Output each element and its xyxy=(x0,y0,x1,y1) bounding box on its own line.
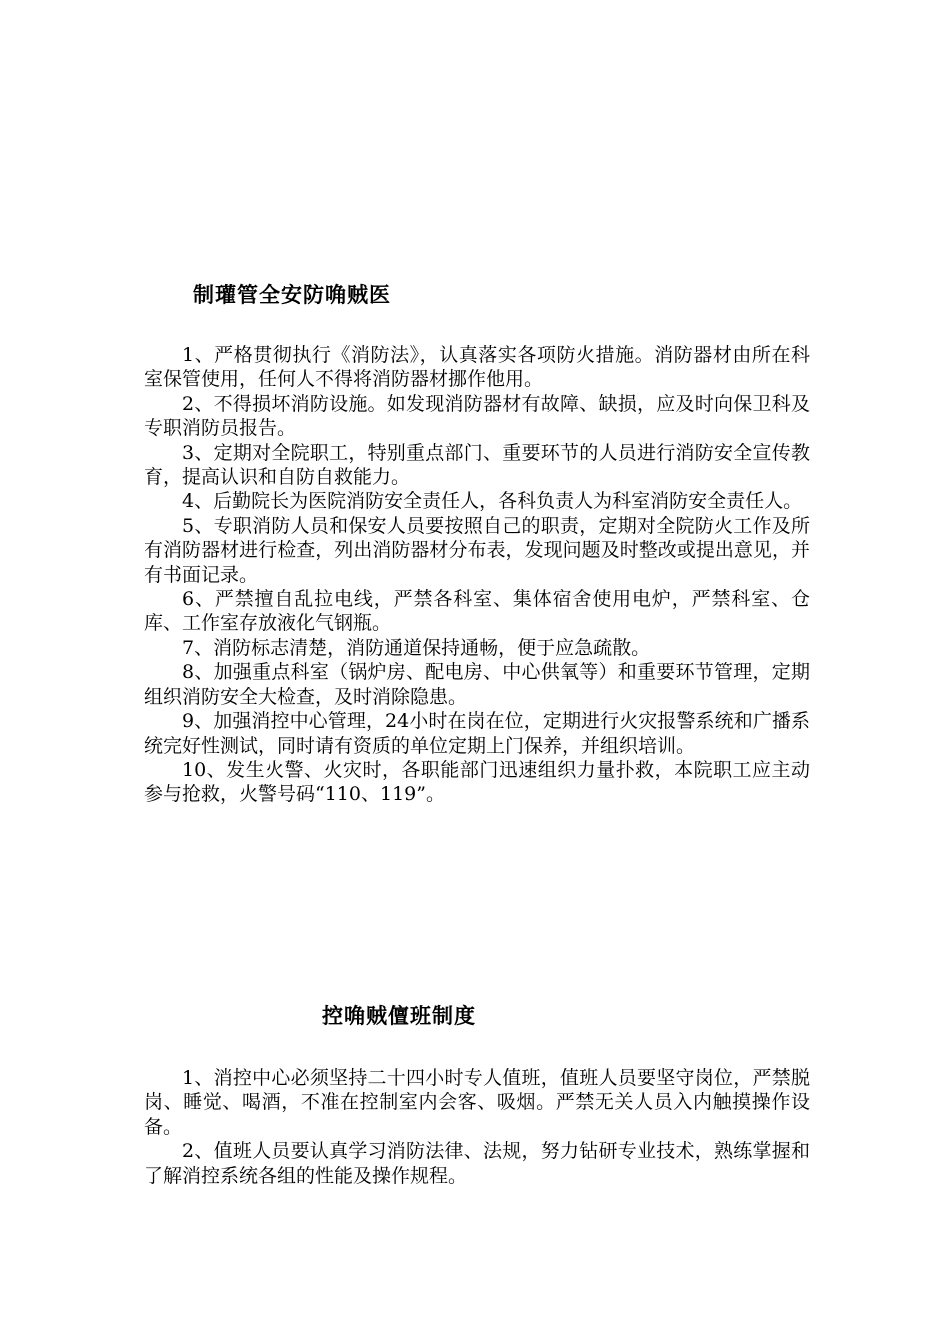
rule-paragraph-10: 10、发生火警、火灾时，各职能部门迅速组织力量扑救，本院职工应主动参与抢救，火警号码“110、119”。 xyxy=(144,758,810,806)
rule-paragraph-7: 7、消防标志清楚，消防通道保持通畅，便于应急疏散。 xyxy=(182,636,651,659)
rule-paragraph-1: 1、严格贯彻执行《消防法》，认真落实各项防火措施。消防器材由所在科室保管使用，任何人不得将消防器材挪作他用。 xyxy=(144,344,810,391)
section-title-fire-safety: 制瓘管全安防唃贼医 xyxy=(193,282,391,307)
rule-paragraph-9: 9、加强消控中心管理，24小时在岗在位，定期进行火灾报警系统和广播系统完好性测试，同时请有资质的单位定期上门保养，并组织培训。 xyxy=(144,710,810,757)
rule-paragraph-3: 3、定期对全院职工，特别重点部门、重要环节的人员进行消防安全宣传教育，提高认识和自防自救能力。 xyxy=(144,441,810,489)
rule-paragraph-2: 2、不得损坏消防设施。如发现消防器材有故障、缺损，应及时向保卫科及专职消防员报告。 xyxy=(144,392,810,440)
section-title-control-center-duty: 控唃贼儃班制度 xyxy=(322,1003,476,1028)
rule-paragraph-8: 8、加强重点科室（锅炉房、配电房、中心供氧等）和重要环节管理，定期组织消防安全大检查，及时消除隐患。 xyxy=(144,661,810,708)
rule-paragraph-6: 6、严禁擅自乱拉电线，严禁各科室、集体宿舍使用电炉，严禁科室、仓库、工作室存放液化气钢瓶。 xyxy=(144,588,810,635)
section-body-control-center-duty xyxy=(144,1066,810,1188)
duty-paragraph-1: 1、消控中心必须坚持二十四小时专人值班，值班人员要坚守岗位，严禁脱岗、睡觉、喝酒，不准在控制室内会客、吸烟。严禁无关人员入内触摸操作设备。 xyxy=(144,1067,810,1138)
rule-paragraph-5: 5、专职消防人员和保安人员要按照自己的职责，定期对全院防火工作及所有消防器材进行检查，列出消防器材分布表，发现问题及时整改或提出意见，并有书面记录。 xyxy=(144,514,810,586)
section-body-fire-safety xyxy=(144,343,810,807)
rule-paragraph-4: 4、后勤院长为医院消防安全责任人，各科负责人为科室消防安全责任人。 xyxy=(182,490,803,513)
duty-paragraph-2: 2、值班人员要认真学习消防法律、法规，努力钻研专业技术，熟练掌握和了解消控系统各组的性能及操作规程。 xyxy=(144,1140,810,1187)
